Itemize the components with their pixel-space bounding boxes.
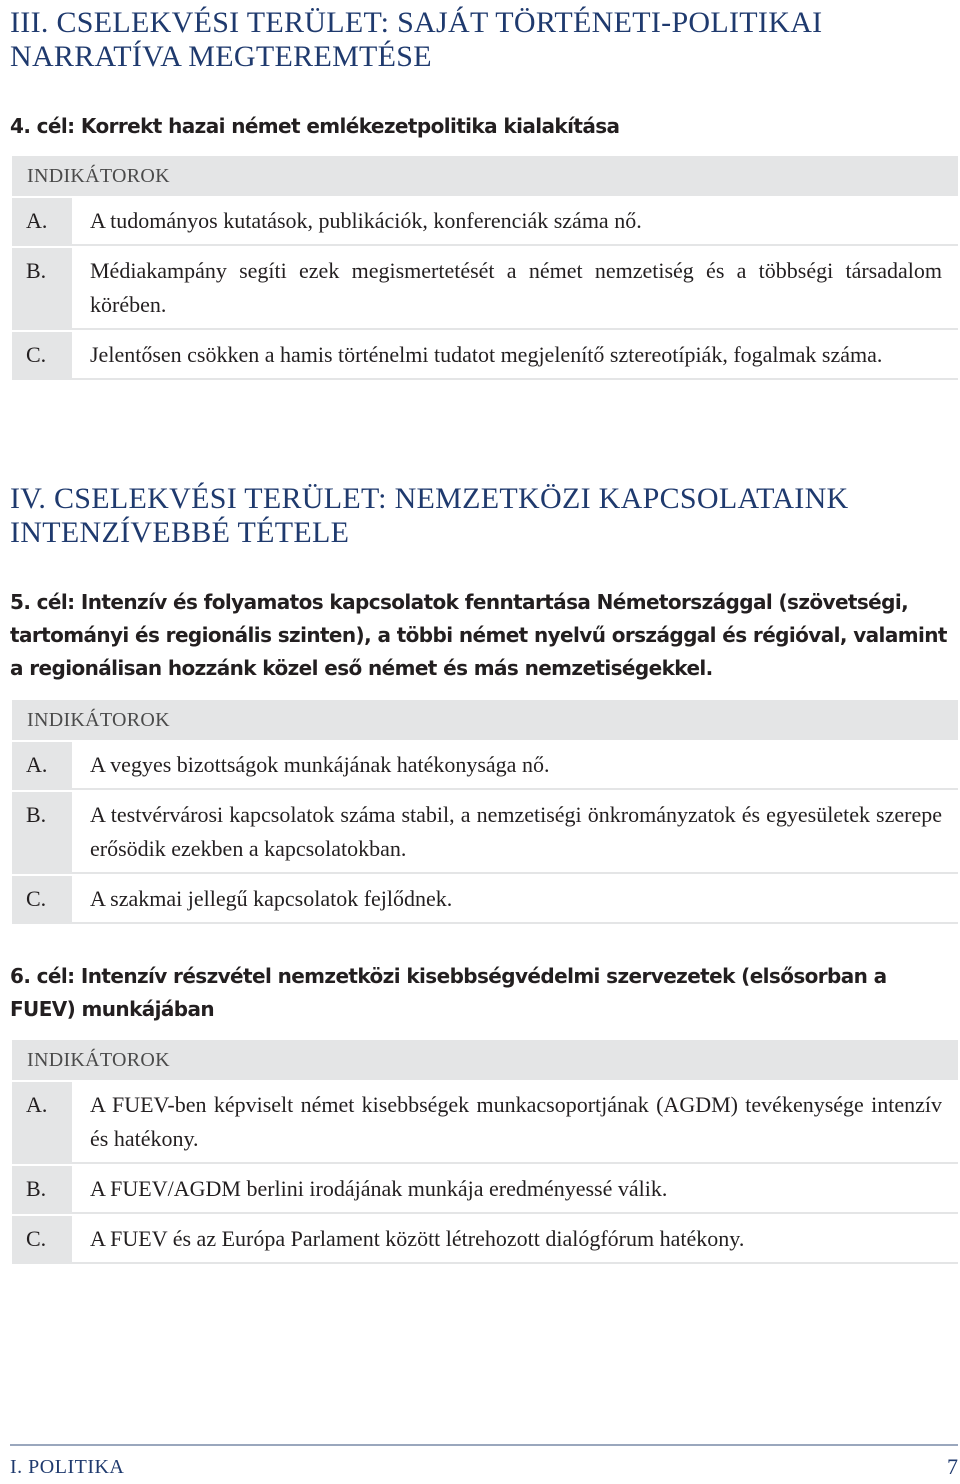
section-4-heading: IV. CSELEKVÉSI TERÜLET: NEMZETKÖZI KAPCSOLATAINK INTENZÍVEBBÉ TÉTELE: [10, 482, 849, 549]
page-footer: [10, 1444, 958, 1484]
indicator-letter: C.: [12, 876, 72, 924]
goal-4-title: 4. cél: Korrekt hazai német emlékezetpolitika kialakítása: [10, 114, 620, 138]
indicator-row: [12, 1080, 958, 1164]
indicator-letter: B.: [12, 1166, 72, 1214]
indicator-text: Jelentősen csökken a hamis történelmi tudatot megjelenítő sztereotípiák, fogalmak száma.: [72, 332, 958, 380]
indicator-row: [12, 196, 958, 246]
indicator-row: [12, 1214, 958, 1264]
indicator-letter: A.: [12, 742, 72, 790]
footer-label: I. POLITIKA: [10, 1456, 125, 1478]
goal-6-title: 6. cél: Intenzív részvétel nemzetközi kisebbségvédelmi szervezetek (elsősorban a FUEV) munkájában: [10, 964, 887, 1021]
indicator-text: A FUEV és az Európa Parlament között létrehozott dialógfórum hatékony.: [72, 1216, 958, 1264]
goal-5-indicators: [12, 700, 958, 924]
indicator-row: [12, 790, 958, 874]
indicator-row: [12, 874, 958, 924]
indicator-text: A szakmai jellegű kapcsolatok fejlődnek.: [72, 876, 958, 924]
indicator-letter: A.: [12, 1082, 72, 1164]
indicator-row: [12, 1164, 958, 1214]
indicators-header: INDIKÁTOROK: [12, 156, 958, 196]
indicator-text: Médiakampány segíti ezek megismertetését a német nemzetiség és a többségi társadalom körében.: [72, 248, 958, 330]
goal-4-indicators: [12, 156, 958, 380]
indicator-row: [12, 740, 958, 790]
indicators-header: INDIKÁTOROK: [12, 1040, 958, 1080]
indicator-text: A FUEV/AGDM berlini irodájának munkája eredményessé válik.: [72, 1166, 958, 1214]
indicator-letter: B.: [12, 792, 72, 874]
indicator-text: A tudományos kutatások, publikációk, konferenciák száma nő.: [72, 198, 958, 246]
page-number: 7: [947, 1454, 958, 1479]
goal-6-indicators: [12, 1040, 958, 1264]
indicators-header: INDIKÁTOROK: [12, 700, 958, 740]
goal-5-title: 5. cél: Intenzív és folyamatos kapcsolatok fenntartása Németországgal (szövetségi, tartományi és regionális szinten), a többi német nyelvű országgal és régióval, valamint a regionálisan hozzánk közel eső német és más nemzetiségekkel.: [10, 590, 947, 680]
indicator-letter: B.: [12, 248, 72, 330]
indicator-text: A FUEV-ben képviselt német kisebbségek munkacsoportjának (AGDM) tevékenysége intenzív és hatékony.: [72, 1082, 958, 1164]
indicator-text: A testvérvárosi kapcsolatok száma stabil, a nemzetiségi önkrományzatok és egyesületek szerepe erősödik ezekben a kapcsolatokban.: [72, 792, 958, 874]
indicator-text: A vegyes bizottságok munkájának hatékonysága nő.: [72, 742, 958, 790]
indicator-row: [12, 246, 958, 330]
indicator-letter: C.: [12, 1216, 72, 1264]
section-3-heading: III. CSELEKVÉSI TERÜLET: SAJÁT TÖRTÉNETI-POLITIKAI NARRATÍVA MEGTEREMTÉSE: [10, 6, 823, 73]
indicator-letter: A.: [12, 198, 72, 246]
indicator-letter: C.: [12, 332, 72, 380]
indicator-row: [12, 330, 958, 380]
